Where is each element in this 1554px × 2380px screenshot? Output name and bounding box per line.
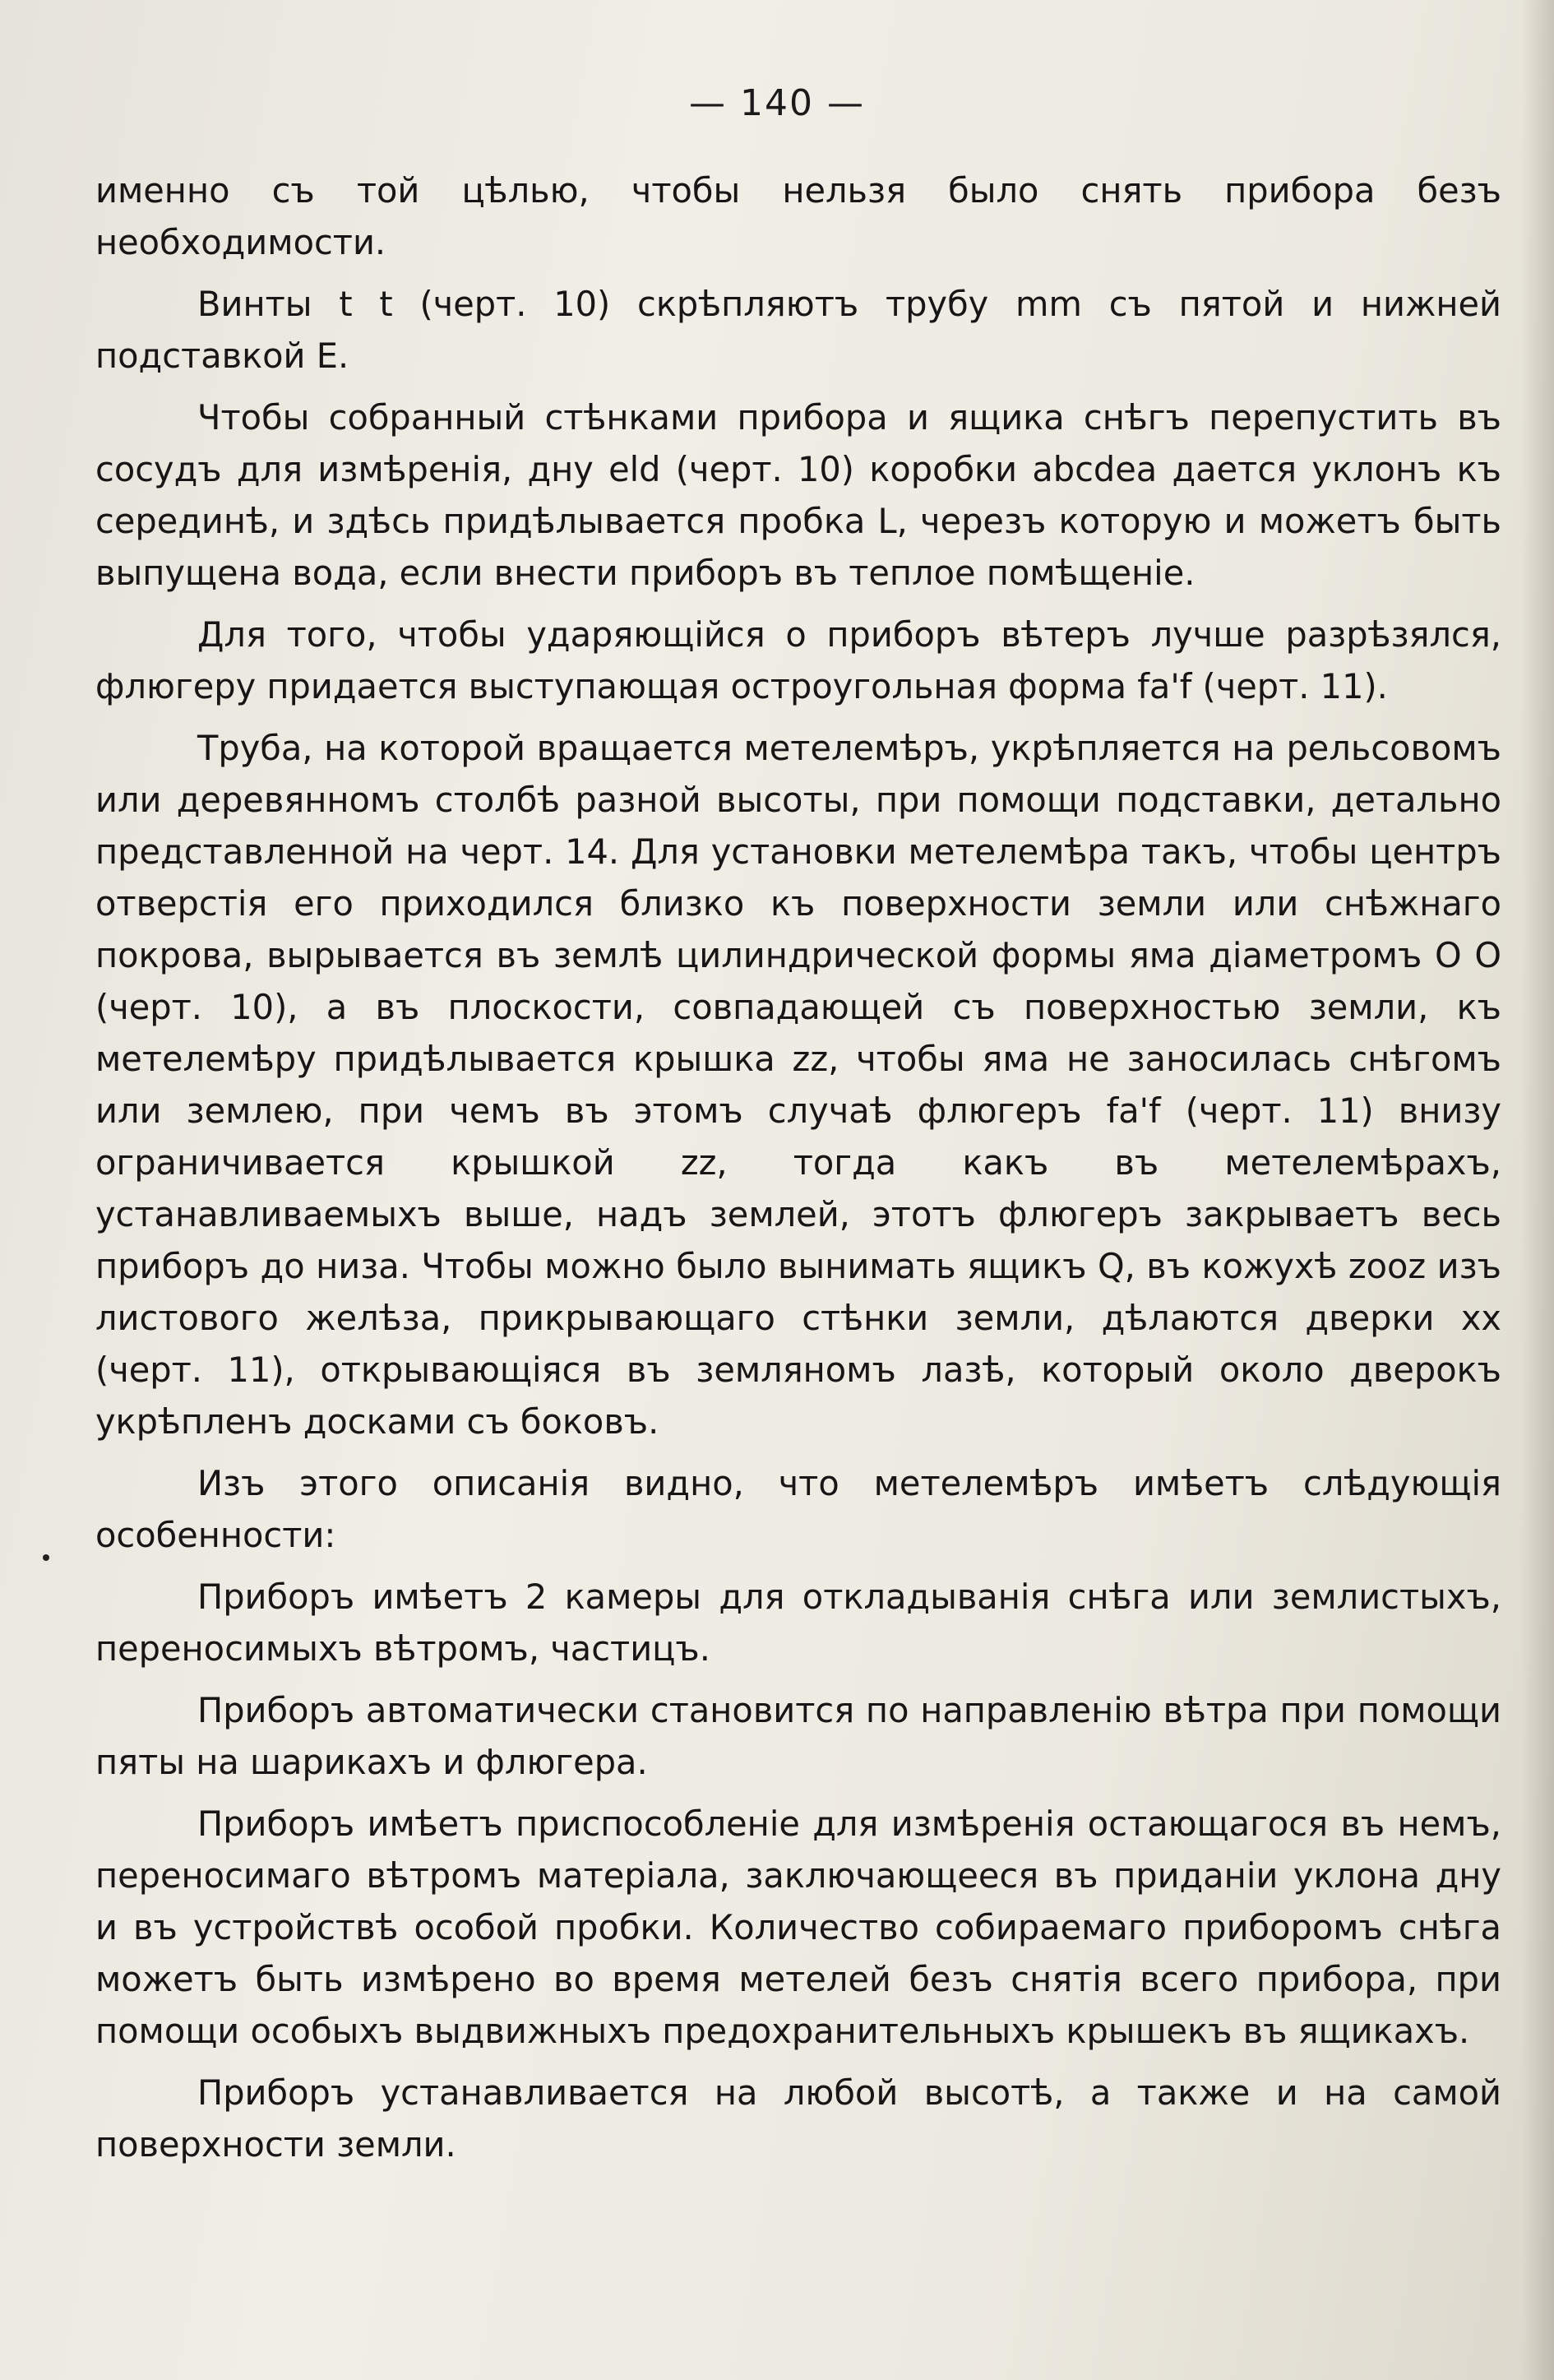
paragraph-vane-shape: Для того, чтобы ударяющійся о приборъ вѣтеръ лучше разрѣзялся, флюгеру придается выступающая остроугольная форма fa'f (черт. 11). — [95, 614, 1501, 706]
paragraph-features-intro: Изъ этого описанія видно, что метелемѣръ имѣетъ слѣдующія особенности: — [95, 1463, 1501, 1555]
page-edge-shadow — [1521, 0, 1554, 2380]
paragraph-feature-measurement: Приборъ имѣетъ приспособленіе для измѣренія остающагося въ немъ, переносимаго вѣтромъ матеріала, заключающееся въ приданіи уклона дну и въ устройствѣ особой пробки. Количество собираемаго приборомъ снѣга можетъ быть измѣрено во время метелей безъ снятія всего прибора, при помощи особыхъ выдвижныхъ предохранительныхъ крышекъ въ ящикахъ. — [95, 1804, 1501, 2051]
paragraph-snow-drain: Чтобы собранный стѣнками прибора и ящика снѣгъ перепустить въ сосудъ для измѣренія, дну eld (черт. 10) коробки abcdea дается уклонъ къ серединѣ, и здѣсь придѣлывается пробка L, черезъ которую и можетъ быть выпущена вода, если внести приборъ въ теплое помѣщеніе. — [95, 397, 1501, 593]
paragraph-mounting: Труба, на которой вращается метелемѣръ, укрѣпляется на рельсовомъ или деревянномъ столбѣ разной высоты, при помощи подставки, детально представленной на черт. 14. Для установки метелемѣра такъ, чтобы центръ отверстія его приходился близко къ поверхности земли или снѣжнаго покрова, вырывается въ землѣ цилиндрической формы яма діаметромъ O O (черт. 10), а въ плоскости, совпадающей съ поверхностью земли, къ метелемѣру придѣлывается крышка zz, чтобы яма не заносилась снѣгомъ или землею, при чемъ въ этомъ случаѣ флюгеръ fa'f (черт. 11) внизу ограничивается крышкой zz, тогда какъ въ метелемѣрахъ, устанавливаемыхъ выше, надъ землей, этотъ флюгеръ закрываетъ весь приборъ до низа. Чтобы можно было вынимать ящикъ Q, въ кожухѣ zooz изъ листового желѣза, прикрывающаго стѣнки земли, дѣлаются дверки xx (черт. 11), открывающіяся въ земляномъ лазѣ, который около дверокъ укрѣпленъ досками съ боковъ. — [95, 728, 1501, 1442]
paragraph-continuation: именно съ той цѣлью, чтобы нельзя было снять прибора безъ необходимости. — [95, 170, 1501, 262]
margin-speck — [43, 1554, 49, 1561]
page-number: — 140 — — [689, 82, 865, 124]
paragraph-screws: Винты t t (черт. 10) скрѣпляютъ трубу mm съ пятой и нижней подставкой E. — [95, 284, 1501, 376]
paragraph-feature-installation: Приборъ устанавливается на любой высотѣ, а также и на самой поверхности земли. — [95, 2072, 1501, 2165]
page-body — [95, 164, 1501, 2180]
paragraph-feature-orientation: Приборъ автоматически становится по направленію вѣтра при помощи пяты на шарикахъ и флюгера. — [95, 1690, 1501, 1782]
paragraph-feature-chambers: Приборъ имѣетъ 2 камеры для откладыванія снѣга или землистыхъ, переносимыхъ вѣтромъ, частицъ. — [95, 1577, 1501, 1669]
